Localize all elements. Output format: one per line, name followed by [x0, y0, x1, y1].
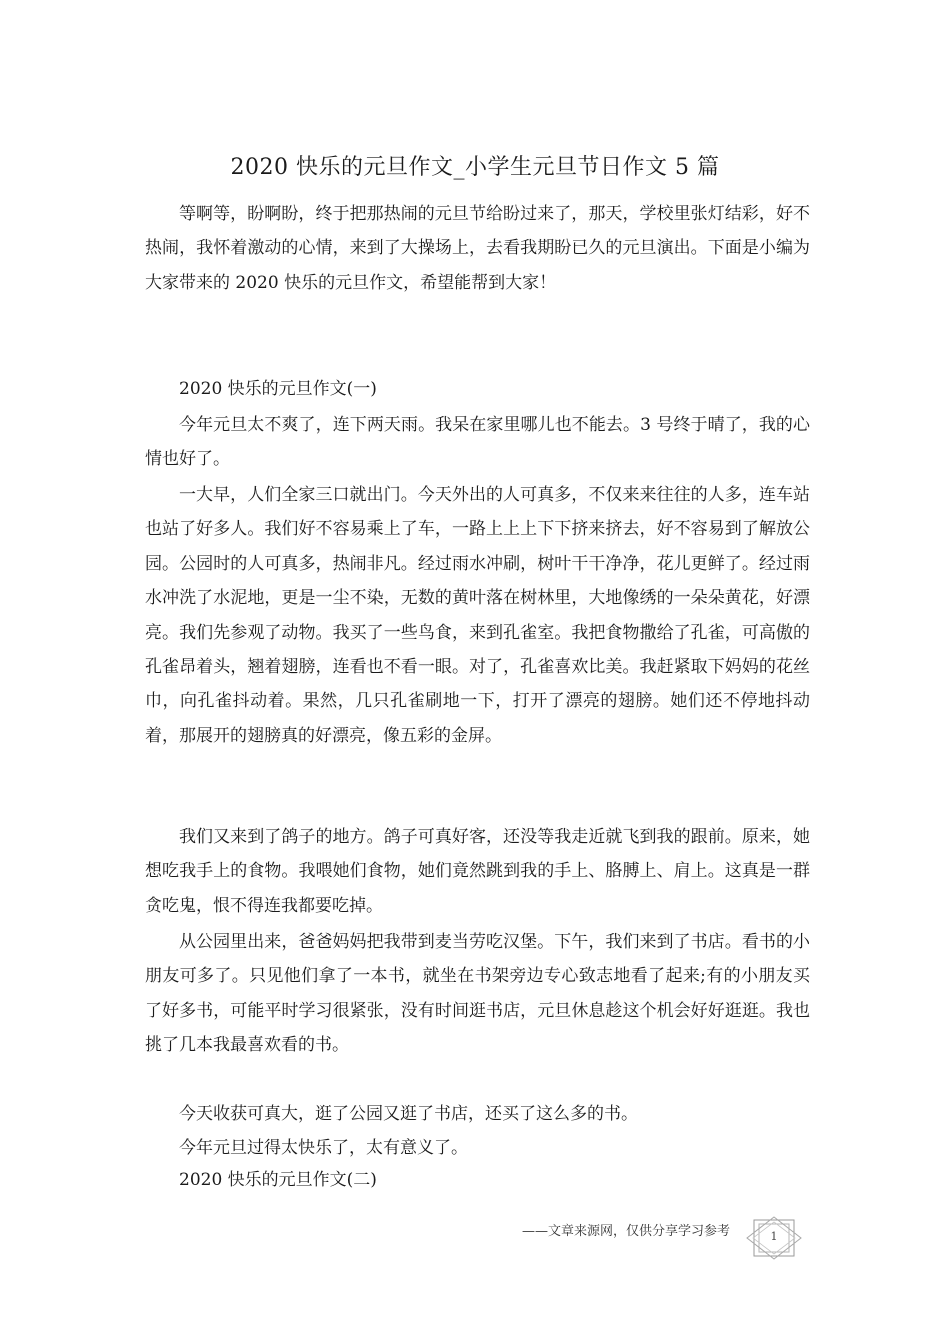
- paragraph-2: 一大早，人们全家三口就出门。今天外出的人可真多，不仅来来往往的人多，连车站也站了好多人。我们好不容易乘上了车，一路上上上下下挤来挤去，好不容易到了解放公园。公园时的人可真多，热闹非凡。经过雨水冲刷，树叶干干净净，花儿更鲜了。经过雨水冲洗了水泥地，更是一尘不染，无数的黄叶落在树林里，大地像绣的一朵朵黄花，好漂亮。我们先参观了动物。我买了一些鸟食，来到孔雀室。我把食物撒给了孔雀，可高傲的孔雀昂着头，翘着翅膀，连看也不看一眼。对了，孔雀喜欢比美。我赶紧取下妈妈的花丝巾，向孔雀抖动着。果然，几只孔雀刷地一下，打开了漂亮的翅膀。她们还不停地抖动着，那展开的翅膀真的好漂亮，像五彩的金屏。: [145, 485, 810, 746]
- paragraph-1: 今年元旦太不爽了，连下两天雨。我呆在家里哪儿也不能去。3 号终于晴了，我的心情也好了。: [145, 415, 810, 470]
- section-heading-2: 2020 快乐的元旦作文(二): [179, 1170, 377, 1190]
- paragraph-6: 今年元旦过得太快乐了，太有意义了。: [179, 1138, 468, 1158]
- intro-paragraph: 等啊等，盼啊盼，终于把那热闹的元旦节给盼过来了，那天，学校里张灯结彩，好不热闹，我怀着激动的心情，来到了大操场上，去看我期盼已久的元旦演出。下面是小编为大家带来的 2020 快乐的元旦作文，希望能帮到大家！: [145, 204, 810, 293]
- paragraph-4: 从公园里出来，爸爸妈妈把我带到麦当劳吃汉堡。下午，我们来到了书店。看书的小朋友可多了。只见他们拿了一本书，就坐在书架旁边专心致志地看了起来;有的小朋友买了好多书，可能平时学习很紧张，没有时间逛书店，元旦休息趁这个机会好好逛逛。我也挑了几本我最喜欢看的书。: [145, 932, 810, 1056]
- page-number-badge: [745, 1216, 803, 1260]
- paragraph-5: 今天收获可真大，逛了公园又逛了书店，还买了这么多的书。: [179, 1104, 638, 1124]
- section-heading-1: 2020 快乐的元旦作文(一): [179, 379, 377, 399]
- paragraph-3: 我们又来到了鸽子的地方。鸽子可真好客，还没等我走近就飞到我的跟前。原来，她想吃我手上的食物。我喂她们食物，她们竟然跳到我的手上、胳膊上、肩上。这真是一群贪吃鬼，恨不得连我都要吃掉。: [145, 827, 810, 916]
- document-title: 2020 快乐的元旦作文_小学生元旦节日作文 5 篇: [230, 155, 720, 180]
- page-number: 1: [770, 1230, 778, 1243]
- footer-source-note: ——文章来源网，仅供分享学习参考: [521, 1224, 730, 1239]
